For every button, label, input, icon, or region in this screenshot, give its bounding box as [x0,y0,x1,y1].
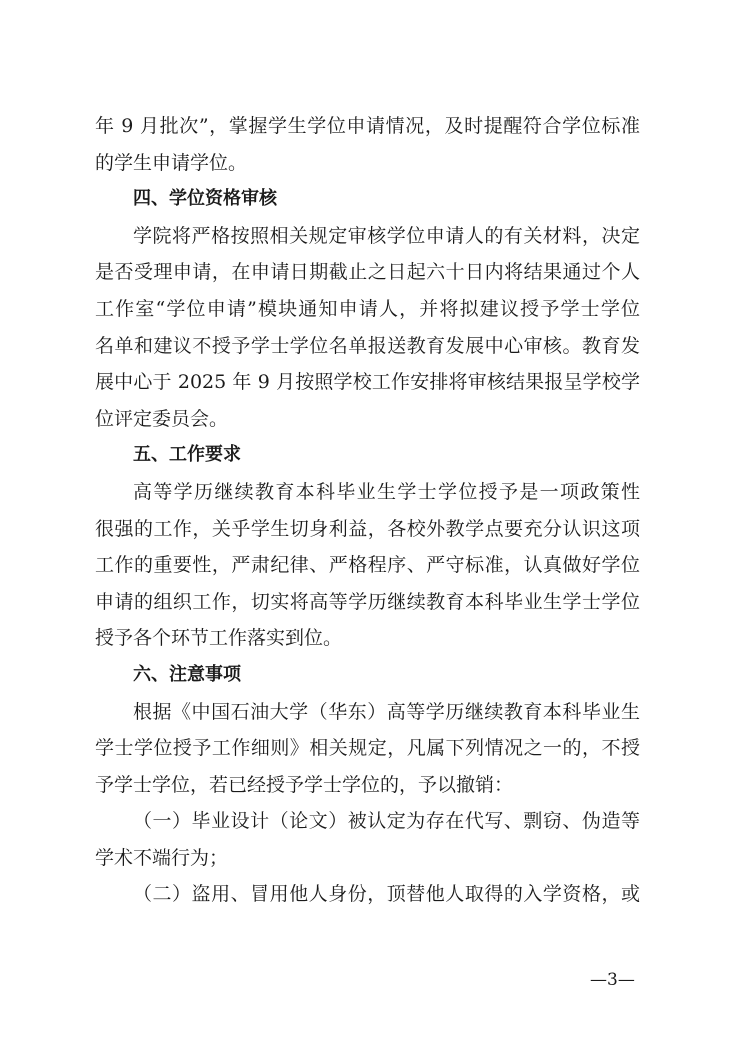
text-line: 申请的组织工作，切实将高等学历继续教育本科毕业生学士学位 [95,590,640,613]
text-line: 根据《中国石油大学（华东）高等学历继续教育本科毕业生 [133,700,640,723]
text-line: 工作室“学位申请”模块通知申请人，并将拟建议授予学士学位 [95,297,640,320]
text-line: 名单和建议不授予学士学位名单报送教育发展中心审核。教育发 [95,334,640,357]
text-line: 予学士学位，若已经授予学士学位的，予以撤销： [95,773,514,796]
text-line: 年 9 月批次”，掌握学生学位申请情况，及时提醒符合学位标准 [95,115,640,137]
text-line: 很强的工作，关乎学生切身利益，各校外教学点要充分认识这项 [95,517,640,540]
text-line: 位评定委员会。 [95,407,229,430]
text-line: 的学生申请学位。 [95,151,248,174]
text-line: （二）盗用、冒用他人身份，顶替他人取得的入学资格，或 [133,883,640,906]
section-heading: 五、工作要求 [133,444,241,466]
text-line: 学士学位授予工作细则》相关规定，凡属下列情况之一的，不授 [95,737,640,760]
text-line: 是否受理申请，在申请日期截止之日起六十日内将结果通过个人 [95,261,640,284]
text-line: 展中心于 2025 年 9 月按照学校工作安排将审核结果报呈学校学 [95,371,640,394]
section-heading: 六、注意事项 [133,663,241,685]
page-number: —3— [590,970,635,990]
text-line: 工作的重要性，严肃纪律、严格程序、严守标准，认真做好学位 [95,554,640,577]
text-line: 学术不端行为； [95,846,229,869]
text-line: （一）毕业设计（论文）被认定为存在代写、剽窃、伪造等 [133,810,640,833]
section-heading: 四、学位资格审核 [133,188,277,210]
text-line: 授予各个环节工作落实到位。 [95,627,343,650]
text-line: 学院将严格按照相关规定审核学位申请人的有关材料，决定 [133,224,640,247]
document-body [95,108,640,913]
text-line: 高等学历继续教育本科毕业生学士学位授予是一项政策性 [133,480,640,503]
